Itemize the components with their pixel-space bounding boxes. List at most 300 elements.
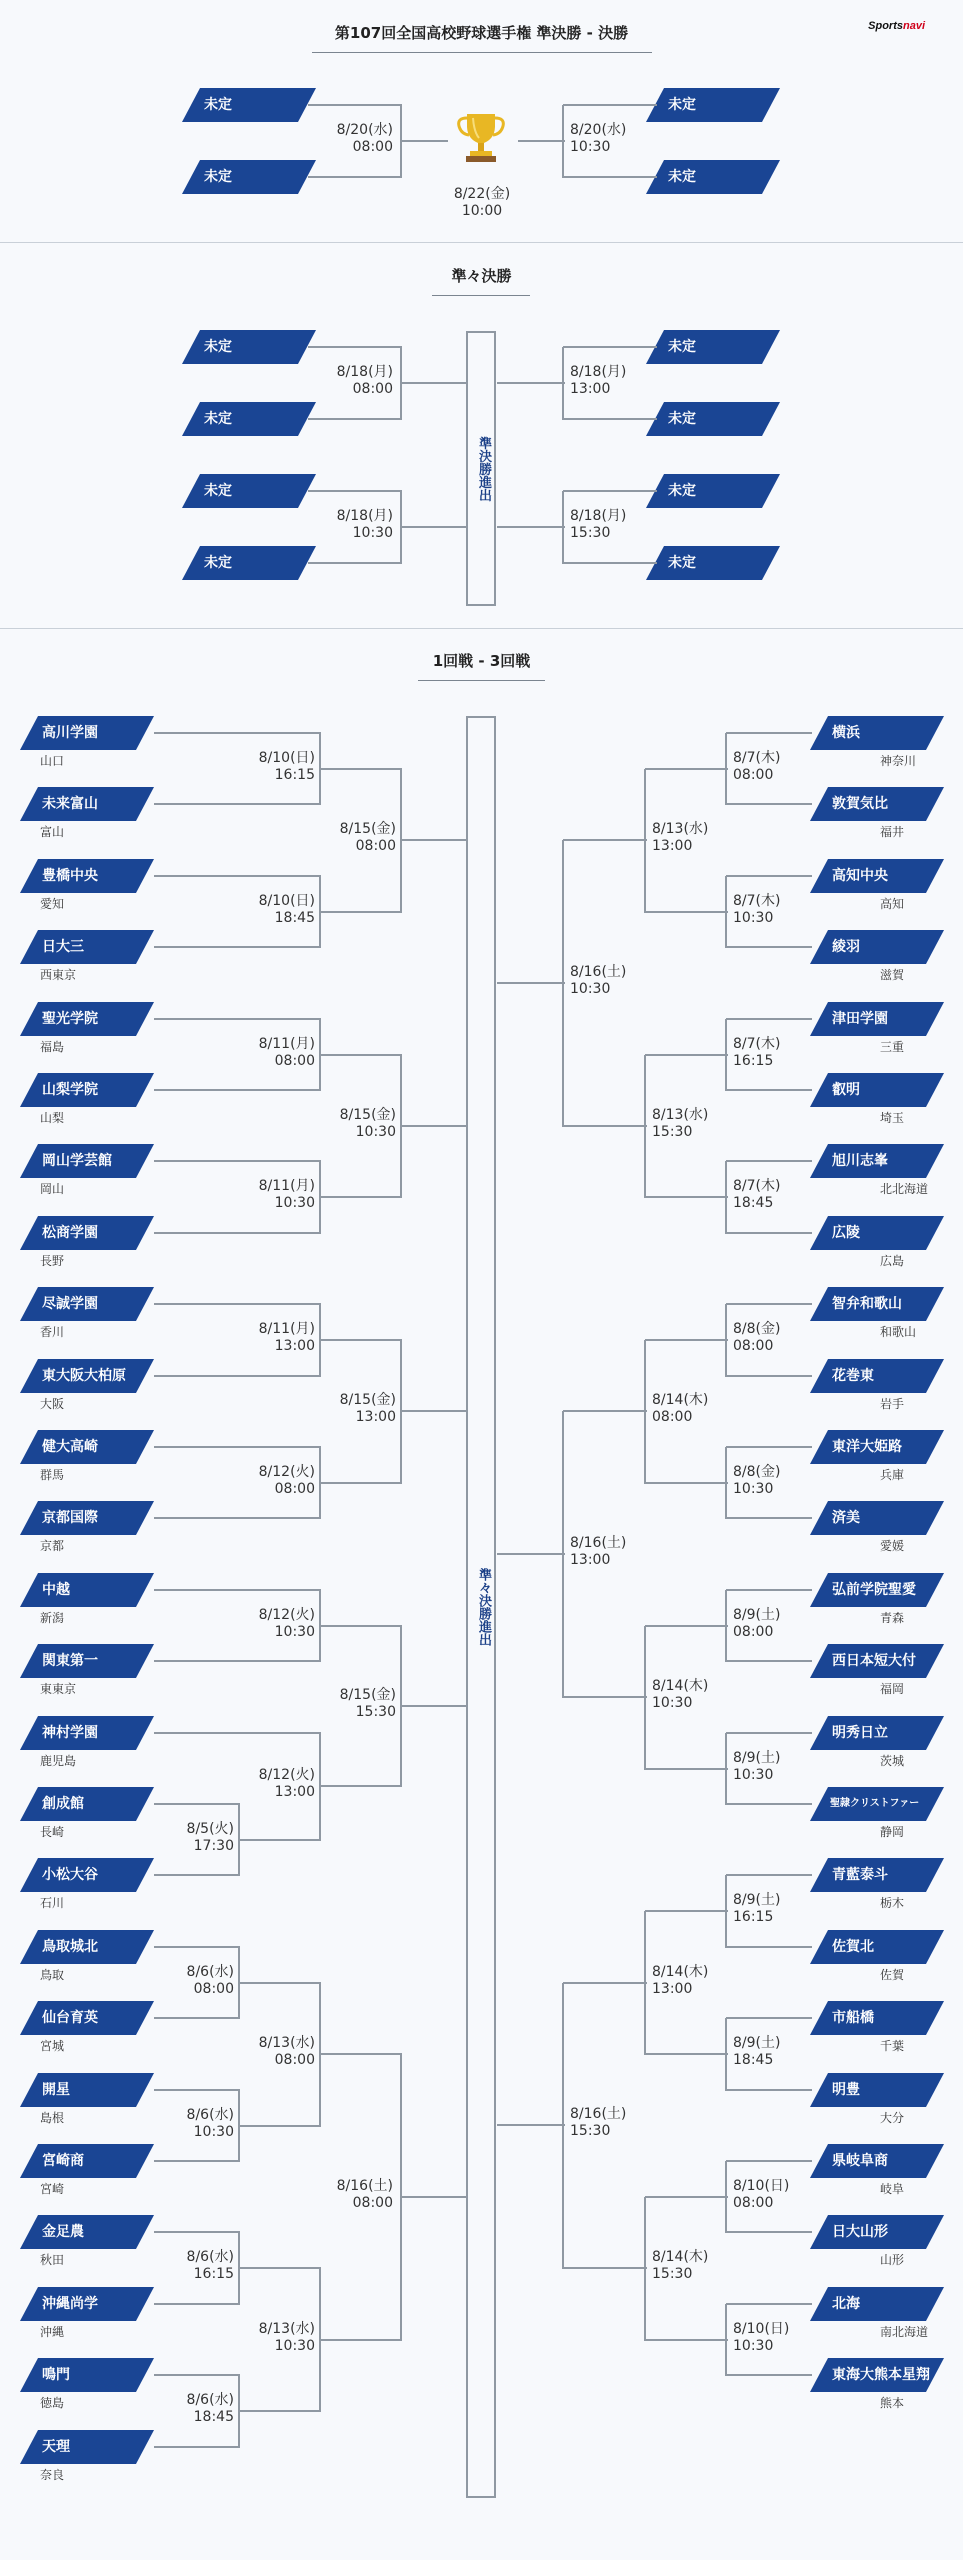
bracket-line	[645, 1054, 728, 1056]
team-card-right-14[interactable]	[810, 1716, 944, 1750]
team-name: 東洋大姫路	[832, 1439, 902, 1455]
bracket-line	[320, 1054, 402, 1056]
advance-box	[466, 331, 496, 606]
match-time: 10:30	[570, 980, 611, 997]
bracket-line	[154, 1089, 321, 1091]
match-date: 8/13(水)	[258, 2320, 315, 2337]
team-card-left-8[interactable]	[20, 1287, 154, 1321]
match-date: 8/11(月)	[258, 1321, 315, 1337]
match-date: 8/6(水)	[186, 2249, 234, 2265]
match-date: 8/20(水)	[336, 122, 393, 138]
match-time: 10:30	[652, 1695, 693, 1711]
match-info	[652, 1964, 708, 1998]
match-info	[652, 2249, 708, 2283]
match-date: 8/14(木)	[652, 1678, 709, 1694]
team-card-right-1[interactable]	[810, 787, 944, 821]
team-name: 明秀日立	[832, 1725, 888, 1741]
match-info	[340, 821, 396, 855]
match-time: 08:00	[352, 2194, 393, 2211]
match-date: 8/14(木)	[652, 2249, 709, 2265]
match-time: 10:30	[274, 1195, 315, 1211]
qf-title: 準々決勝	[451, 267, 512, 285]
team-card-left-10[interactable]	[20, 1430, 154, 1464]
team-prefecture: 佐賀	[880, 1968, 905, 1982]
bracket-line	[563, 104, 657, 106]
team-prefecture: 新潟	[40, 1611, 65, 1625]
bracket-line	[401, 382, 468, 384]
match-time: 08:00	[352, 139, 393, 155]
advance-box	[466, 716, 496, 2498]
team-card-qf-left-2[interactable]	[182, 474, 316, 508]
bracket-line	[497, 2124, 565, 2126]
bracket-line	[320, 1785, 402, 1787]
bracket-line	[154, 1517, 321, 1519]
team-card-right-4[interactable]	[810, 1002, 944, 1036]
match-info	[733, 1036, 780, 1070]
advance-label: 準々決勝進出	[476, 1568, 491, 1646]
bracket-line	[320, 2053, 402, 2055]
team-card-left-9[interactable]	[20, 1359, 154, 1393]
match-info	[187, 1964, 234, 1998]
bracket-line	[154, 1018, 321, 1020]
team-card-qf-right-0[interactable]	[646, 330, 780, 364]
team-card-sf-left-0[interactable]	[182, 88, 316, 122]
bracket-line	[239, 2410, 321, 2412]
team-prefecture: 長野	[40, 1254, 65, 1268]
bracket-line	[320, 1625, 402, 1627]
team-name: 広陵	[832, 1225, 860, 1241]
team-banner	[646, 88, 780, 122]
bracket-line	[497, 526, 565, 528]
team-card-right-11[interactable]	[810, 1501, 944, 1535]
team-name: 東海大熊本星翔	[832, 2367, 930, 2383]
bracket-line	[726, 1732, 812, 1734]
match-time: 08:00	[733, 1623, 774, 1640]
team-prefecture: 山梨	[40, 1111, 65, 1125]
match-date: 8/12(火)	[258, 1463, 315, 1480]
match-info	[652, 1107, 708, 1141]
team-prefecture: 栃木	[880, 1896, 905, 1910]
bracket-line	[726, 1375, 812, 1377]
bracket-line	[726, 1232, 812, 1234]
team-card-left-0[interactable]	[20, 716, 154, 750]
match-info	[733, 2321, 789, 2355]
team-card-right-18[interactable]	[810, 2001, 944, 2035]
match-info	[733, 1321, 780, 1355]
bracket-line	[320, 911, 402, 913]
team-card-left-7[interactable]	[20, 1216, 154, 1250]
bracket-line	[320, 2339, 402, 2341]
final-match-info	[432, 186, 532, 220]
team-banner	[20, 2144, 154, 2178]
match-info	[652, 821, 708, 855]
team-banner	[182, 88, 316, 122]
team-name: 未定	[204, 555, 232, 571]
match-date: 8/9(土)	[733, 1892, 781, 1908]
team-name: 宮崎商	[42, 2153, 84, 2169]
bracket-line	[563, 1696, 647, 1698]
team-card-qf-left-1[interactable]	[182, 402, 316, 436]
team-card-left-11[interactable]	[20, 1501, 154, 1535]
bracket-line	[645, 1910, 728, 1912]
bracket-line	[563, 418, 657, 420]
bracket-line	[726, 2231, 812, 2233]
final-time: 10:00	[461, 203, 503, 219]
team-card-qf-left-3[interactable]	[182, 546, 316, 580]
team-card-right-5[interactable]	[810, 1073, 944, 1107]
team-card-right-8[interactable]	[810, 1287, 944, 1321]
bracket-line	[645, 2196, 728, 2198]
bracket-line	[726, 803, 812, 805]
match-time: 13:00	[274, 1784, 315, 1801]
bracket-line	[154, 732, 321, 734]
team-name: 綾羽	[832, 939, 860, 955]
bracket-line	[154, 1803, 240, 1805]
team-card-left-3[interactable]	[20, 930, 154, 964]
match-date: 8/13(水)	[652, 821, 709, 837]
team-card-right-17[interactable]	[810, 1930, 944, 1964]
team-name: 開星	[42, 2082, 70, 2098]
team-banner	[646, 474, 780, 508]
team-name: 津田学園	[832, 1011, 888, 1027]
bracket-line	[563, 490, 657, 492]
bracket-line	[726, 1089, 812, 1091]
bracket-line	[239, 1982, 321, 1984]
match-info	[733, 2035, 780, 2069]
bracket-line	[320, 1196, 402, 1198]
team-name: 智弁和歌山	[832, 1296, 902, 1312]
team-card-qf-right-3[interactable]	[646, 546, 780, 580]
match-date: 8/9(土)	[733, 1749, 781, 1766]
match-info	[337, 364, 393, 398]
team-banner	[810, 1216, 944, 1250]
team-prefecture: 高知	[880, 897, 905, 911]
team-card-right-6[interactable]	[810, 1144, 944, 1178]
team-name: 西日本短大付	[832, 1653, 916, 1669]
bracket-line	[726, 1946, 812, 1948]
bracket-line	[154, 2303, 240, 2305]
match-time: 13:00	[570, 1552, 611, 1569]
team-card-sf-left-1[interactable]	[182, 160, 316, 194]
team-prefecture: 愛知	[40, 897, 65, 911]
match-info	[570, 364, 626, 398]
match-time: 15:30	[570, 525, 611, 541]
team-prefecture: 大分	[880, 2111, 905, 2125]
team-prefecture: 福岡	[880, 1682, 905, 1696]
team-card-left-6[interactable]	[20, 1144, 154, 1178]
team-prefecture: 群馬	[40, 1468, 65, 1482]
bracket-line	[726, 2017, 812, 2019]
match-time: 10:30	[352, 525, 393, 541]
bracket-line	[154, 2160, 240, 2162]
bracket-line	[645, 1768, 728, 1770]
team-prefecture: 和歌山	[880, 1325, 917, 1339]
match-date: 8/16(土)	[570, 963, 627, 980]
match-time: 17:30	[193, 1837, 234, 1854]
team-name: 中越	[42, 1582, 70, 1598]
match-time: 13:00	[652, 838, 693, 854]
bracket-line	[645, 1482, 728, 1484]
team-name: 岡山学芸館	[42, 1153, 112, 1169]
match-time: 10:30	[733, 1766, 774, 1783]
match-date: 8/18(月)	[570, 508, 627, 524]
match-info	[337, 2178, 393, 2212]
match-info	[340, 1107, 396, 1141]
team-card-left-4[interactable]	[20, 1002, 154, 1036]
bracket-line	[645, 2339, 728, 2341]
team-prefecture: 滋賀	[880, 968, 905, 982]
team-prefecture: 山形	[880, 2253, 905, 2267]
bracket-line	[726, 875, 812, 877]
team-name: 未定	[204, 97, 232, 113]
team-prefecture: 沖縄	[40, 2325, 65, 2339]
team-name: 鳴門	[42, 2367, 70, 2383]
team-prefecture: 千葉	[880, 2039, 905, 2053]
team-name: 未定	[204, 339, 232, 355]
team-banner	[20, 2430, 154, 2464]
team-card-right-7[interactable]	[810, 1216, 944, 1250]
team-card-left-16[interactable]	[20, 1858, 154, 1892]
bracket-line	[645, 2053, 728, 2055]
match-date: 8/6(水)	[186, 2392, 234, 2408]
team-card-left-22[interactable]	[20, 2287, 154, 2321]
match-info	[652, 1678, 708, 1712]
team-card-right-10[interactable]	[810, 1430, 944, 1464]
team-card-right-20[interactable]	[810, 2144, 944, 2178]
team-card-right-2[interactable]	[810, 859, 944, 893]
team-card-right-9[interactable]	[810, 1359, 944, 1393]
sportsnavi-logo: Sportsnavi	[868, 20, 925, 32]
team-card-sf-right-1[interactable]	[646, 160, 780, 194]
team-card-qf-right-2[interactable]	[646, 474, 780, 508]
team-card-right-22[interactable]	[810, 2287, 944, 2321]
bracket-line	[154, 1874, 240, 1876]
team-card-right-15[interactable]	[810, 1787, 944, 1821]
section-divider	[0, 242, 963, 243]
match-time: 18:45	[733, 1195, 774, 1211]
match-time: 10:30	[733, 1480, 774, 1497]
team-card-right-13[interactable]	[810, 1644, 944, 1678]
bracket-line	[239, 2267, 321, 2269]
team-prefecture: 熊本	[880, 2396, 905, 2410]
match-info	[259, 1464, 315, 1498]
team-name: 未定	[204, 483, 232, 499]
team-banner	[810, 716, 944, 750]
team-prefecture: 静岡	[880, 1825, 905, 1839]
team-banner	[182, 546, 316, 580]
team-card-right-16[interactable]	[810, 1858, 944, 1892]
match-time: 18:45	[733, 2052, 774, 2068]
team-name: 明豊	[832, 2082, 860, 2098]
team-prefecture: 東東京	[40, 1682, 77, 1696]
team-prefecture: 石川	[40, 1896, 65, 1910]
match-time: 08:00	[652, 1409, 693, 1426]
title-underline	[312, 52, 652, 53]
team-name: 済美	[832, 1510, 860, 1526]
match-date: 8/18(月)	[336, 364, 393, 380]
team-card-left-18[interactable]	[20, 2001, 154, 2035]
bracket-line	[645, 911, 728, 913]
match-date: 8/7(木)	[733, 1035, 781, 1052]
team-banner	[182, 402, 316, 436]
team-card-left-24[interactable]	[20, 2430, 154, 2464]
team-card-left-2[interactable]	[20, 859, 154, 893]
match-date: 8/15(金)	[339, 821, 396, 837]
bracket-line	[645, 1196, 728, 1198]
bracket-line	[726, 1303, 812, 1305]
team-card-left-15[interactable]	[20, 1787, 154, 1821]
team-banner	[20, 930, 154, 964]
team-prefecture: 香川	[40, 1325, 65, 1339]
team-banner	[810, 2073, 944, 2107]
team-prefecture: 大阪	[40, 1397, 65, 1411]
team-prefecture: 愛媛	[880, 1539, 905, 1553]
match-time: 10:30	[733, 909, 774, 926]
match-time: 10:30	[274, 1623, 315, 1640]
match-time: 18:45	[193, 2409, 234, 2425]
team-card-left-19[interactable]	[20, 2073, 154, 2107]
bracket-line	[154, 1660, 321, 1662]
team-banner	[182, 330, 316, 364]
match-date: 8/13(水)	[652, 1106, 709, 1123]
match-time: 08:00	[733, 2194, 774, 2211]
match-date: 8/11(月)	[258, 1035, 315, 1052]
team-card-left-1[interactable]	[20, 787, 154, 821]
team-prefecture: 南北海道	[880, 2325, 929, 2339]
team-banner	[810, 2001, 944, 2035]
match-date: 8/15(金)	[339, 1392, 396, 1409]
team-name: 沖縄尚学	[42, 2296, 98, 2312]
bracket-line	[563, 1125, 647, 1127]
team-card-qf-left-0[interactable]	[182, 330, 316, 364]
team-prefecture: 福井	[880, 825, 905, 839]
team-card-sf-right-0[interactable]	[646, 88, 780, 122]
match-info	[259, 1178, 315, 1212]
page-title: 第107回全国高校野球選手権 準決勝 - 決勝	[334, 24, 629, 42]
team-prefecture: 鹿児島	[40, 1754, 77, 1768]
bracket-line	[401, 1705, 468, 1707]
bracket-line	[563, 346, 657, 348]
match-time: 16:15	[274, 766, 315, 783]
match-time: 15:30	[652, 1123, 693, 1140]
team-card-left-13[interactable]	[20, 1644, 154, 1678]
team-name: 創成館	[42, 1796, 84, 1812]
match-date: 8/12(火)	[258, 1606, 315, 1623]
team-card-right-3[interactable]	[810, 930, 944, 964]
team-prefecture: 岡山	[40, 1182, 65, 1196]
team-card-right-23[interactable]	[810, 2358, 944, 2392]
match-date: 8/5(火)	[186, 1820, 234, 1837]
team-card-right-12[interactable]	[810, 1573, 944, 1607]
match-time: 16:15	[733, 1909, 774, 1925]
rounds-title-underline	[418, 680, 545, 681]
bracket-line	[154, 2231, 240, 2233]
team-name: 聖隷クリストファー	[830, 1798, 920, 1809]
bracket-line	[563, 562, 657, 564]
match-info	[259, 893, 315, 927]
team-banner	[810, 1073, 944, 1107]
match-info	[570, 1535, 626, 1569]
team-card-left-20[interactable]	[20, 2144, 154, 2178]
team-card-right-19[interactable]	[810, 2073, 944, 2107]
match-info	[733, 1750, 780, 1784]
match-time: 08:00	[733, 766, 774, 783]
match-date: 8/16(土)	[570, 1535, 627, 1552]
bracket-line	[726, 2303, 812, 2305]
team-name: 花巻東	[832, 1368, 874, 1384]
team-name: 聖光学院	[42, 1011, 98, 1027]
match-info	[259, 1607, 315, 1641]
bracket-line	[154, 1303, 321, 1305]
team-card-qf-right-1[interactable]	[646, 402, 780, 436]
team-prefecture: 福島	[40, 1040, 65, 1054]
team-prefecture: 神奈川	[880, 754, 917, 768]
match-date: 8/7(木)	[733, 892, 781, 909]
team-prefecture: 広島	[880, 1254, 905, 1268]
team-prefecture: 埼玉	[880, 1111, 905, 1125]
match-info	[652, 1392, 708, 1426]
team-card-right-0[interactable]	[810, 716, 944, 750]
team-name: 鳥取城北	[42, 1939, 98, 1955]
bracket-line	[563, 839, 647, 841]
team-card-left-5[interactable]	[20, 1073, 154, 1107]
match-info	[187, 2107, 234, 2141]
team-prefecture: 岐阜	[880, 2182, 905, 2196]
match-date: 8/7(木)	[733, 1178, 781, 1194]
bracket-line	[497, 982, 565, 984]
team-banner	[810, 930, 944, 964]
team-name: 神村学園	[42, 1725, 98, 1741]
bracket-line	[726, 1660, 812, 1662]
bracket-line	[154, 1946, 240, 1948]
bracket-line	[154, 2089, 240, 2091]
bracket-line	[320, 1339, 402, 1341]
bracket-line	[726, 1589, 812, 1591]
team-prefecture: 富山	[40, 825, 65, 839]
team-card-left-23[interactable]	[20, 2358, 154, 2392]
team-card-left-17[interactable]	[20, 1930, 154, 1964]
match-info	[259, 750, 315, 784]
bracket-line	[726, 2089, 812, 2091]
team-card-left-21[interactable]	[20, 2215, 154, 2249]
match-date: 8/20(水)	[570, 122, 627, 138]
team-name: 未定	[204, 411, 232, 427]
bracket-line	[726, 2374, 812, 2376]
team-name: 東大阪大柏原	[42, 1368, 126, 1384]
team-banner	[810, 1359, 944, 1393]
match-date: 8/8(金)	[733, 1463, 781, 1480]
team-card-right-21[interactable]	[810, 2215, 944, 2249]
trophy-icon	[455, 110, 507, 164]
team-card-left-14[interactable]	[20, 1716, 154, 1750]
match-info	[337, 122, 393, 156]
team-card-left-12[interactable]	[20, 1573, 154, 1607]
team-name: 健大高崎	[42, 1439, 98, 1455]
team-banner	[20, 1787, 154, 1821]
match-date: 8/16(土)	[570, 2106, 627, 2123]
match-date: 8/10(日)	[258, 749, 315, 766]
match-date: 8/9(土)	[733, 2035, 781, 2051]
match-date: 8/9(土)	[733, 1606, 781, 1623]
team-banner	[646, 546, 780, 580]
team-prefecture: 岩手	[880, 1397, 905, 1411]
team-name: 未定	[668, 169, 696, 185]
match-info	[570, 508, 626, 542]
team-name: 県岐阜商	[832, 2153, 888, 2169]
match-time: 10:30	[274, 2337, 315, 2354]
team-name: 天理	[42, 2439, 70, 2455]
bracket-line	[726, 732, 812, 734]
